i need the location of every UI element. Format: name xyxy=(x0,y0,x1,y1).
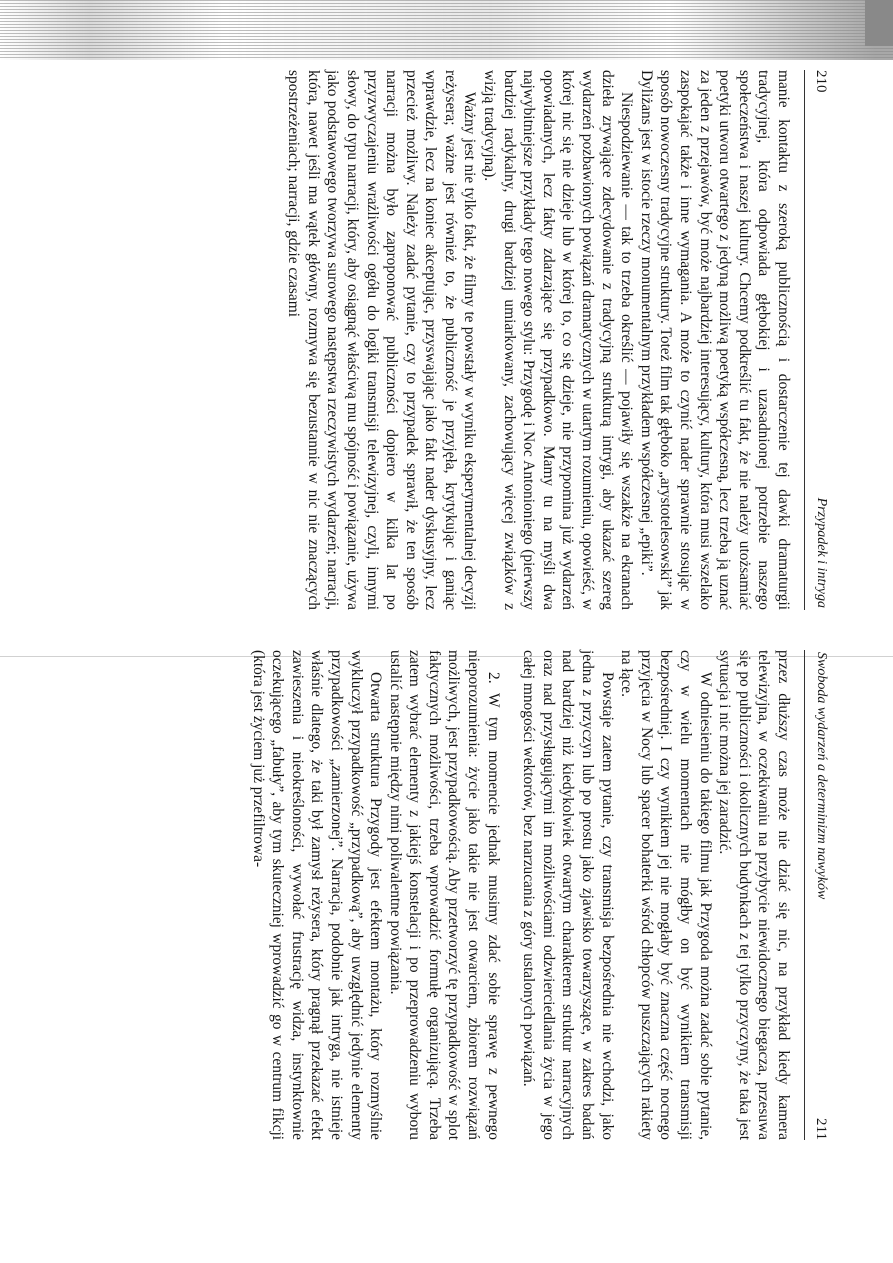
paragraph: W odniesieniu do takiego filmu jak Przygoda można zadać sobie pytanie, czy w wielu momentach nie mógłby on być wynikiem transmisji bezpośredniej. I czy wynikiem jej nie mogłaby być znaczna część nocnego przyjęcia w Nocy lub spacer bohaterki wśród chłopców puszczających rakiety na łące. xyxy=(618,650,714,1140)
paragraph: manie kontaktu z szeroką publicznością i dostarczenie tej dawki dramaturgii tradycyjnej, która odpowiada głębokiej i uzasadnionej potrzebie naszego społeczeństwa i naszej kultury. Chcemy podkreślić tu fakt, że nie należy utożsamiać poetyki utworu otwartego z jedyną możliwą poetyką współczesną, lecz trzeba ją uznać za jeden z przejawów, być może najbardziej interesujący, kultury, która musi wszelako zaspokajać także i inne wymagania. A może to czynić nader sprawnie stosując w sposób nowoczesny tradycyjne struktury. Toteż film tak głęboko „arystotelesowski” jak Dyliżans jest w istocie rzeczy monumentalnym przykładem współczesnej „epiki”. xyxy=(637,70,792,610)
left-running-title: Przypadek i intryga xyxy=(814,497,829,608)
paragraph: Ważny jest nie tylko fakt, że filmy te powstały w wyniku eksperymentalnej decyzji reżysera; ważne jest również to, że publiczność je przyjęła, krytykując i ganiąc wprawdzie, lecz na koniec akceptując, przyswajając jako fakt nader dyskusyjny, lecz przecież możliwy. Należy zadać pytanie, czy to przypadek sprawił, że ten sposób narracji można było zaproponować publiczności dopiero w kilka lat po przyzwyczajeniu wrażliwości ogółu do logiki transmisji telewizyjnej, czyli, innymi słowy, do typu narracji, który, aby osiągnąć właściwą mu spójność i powiązanie, używa jako podstawowego tworzywa surowego następstwa rzeczywistych wydarzeń; narracji, która, nawet jeśli ma wątek główny, rozmywa się bezustannie w nic nie znaczących spostrzeżeniach; narracji, gdzie czasami xyxy=(285,70,479,610)
left-page-number: 210 xyxy=(813,70,829,93)
paragraph: Otwarta struktura Przygody jest efektem montażu, który rozmyślnie wykluczył przypadkowość „przypadkową”, aby uwzględnić jedynie elementy przypadkowości „zamierzonej”. Narracja, podobnie jak intryga, nie istnieje właśnie dlatego, że taki był zamysł reżysera, który pragnął przekazać efekt zawieszenia i nieokreśloności, wywołać frustrację widza, instynktownie oczekującego „fabuły”, aby tym skuteczniej wprowadzić go w centrum fikcji (która jest życiem już przefiltrowa- xyxy=(249,650,385,1140)
left-page xyxy=(0,0,893,628)
paragraph: przez dłuższy czas może nie dziać się nic, na przykład kiedy kamera telewizyjna, w oczekiwaniu na przybycie niewidocznego biegacza, przesuwa się po publiczności i okolicznych budynkach z tej tylko przyczyny, że taka jest sytuacja i nic można jej zaradzić. xyxy=(716,650,792,1140)
right-page xyxy=(0,640,893,1263)
left-page-text xyxy=(284,70,793,610)
right-page-text xyxy=(248,650,793,1140)
left-page-header xyxy=(804,70,831,610)
right-running-title: Swoboda wydarzeń a determinizm nawyków xyxy=(814,652,829,900)
right-page-number: 211 xyxy=(813,1118,829,1140)
paragraph: Niespodziewanie — tak to trzeba określić — pojawiły się wszakże na ekranach dzieła zrywające zdecydowanie z tradycyjną strukturą intrygi, aby ukazać szereg wydarzeń pozbawionych powiązań dramatycznych w utartym rozumieniu, opowieść, w której nic się nie dzieje lub w której to, co się dzieje, nie przypomina już wydarzeń opowiadanych, lecz fakty zdarzające się przypadkowo. Mamy tu na myśli dwa najwybitniejsze przykłady tego nowego stylu: Przygodę i Noc Antonioniego (pierwszy bardziej radykalny, drugi bardziej umiarkowany, zachowujący więcej związków z wizją tradycyjną). xyxy=(481,70,636,610)
paragraph: Powstaje zatem pytanie, czy transmisja bezpośrednia nie wchodzi, jako jedna z przyczyn lub po prostu jako zjawisko towarzyszące, w zakres badań nad bardziej niż kiedykolwiek otwartym charakterem struktur narracyjnych oraz nad przysługującymi im możliwościami odzwierciedlania życia w jego całej mnogości wektorów, bez narzucania z góry ustalonych powiązań. xyxy=(520,650,616,1140)
section-paragraph: 2. W tym momencie jednak musimy zdać sobie sprawę z pewnego nieporozumienia: życie jako takie nie jest otwarciem, zbiorem rozwiązań możliwych, jest przypadkowością. Aby przetworzyć tę przypadkowość w splot faktycznych możliwości, trzeba wprowadzić formułę organizującą. Trzeba zatem wybrać elementy z jakiejś konstelacji i po przeprowadzeniu wyboru ustalić następnie między nimi poliwalentne powiązania. xyxy=(386,650,502,1140)
right-page-header xyxy=(804,650,831,1140)
